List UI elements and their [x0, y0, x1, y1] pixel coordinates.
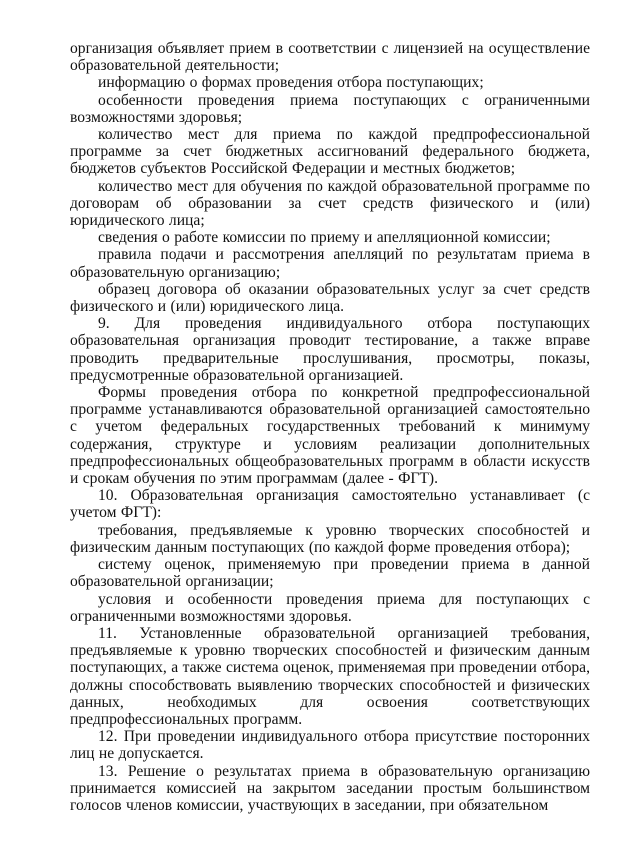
- document-text-block: [70, 40, 590, 814]
- paragraph: требования, предъявляемые к уровню творческих способностей и физическим данным поступающих (по каждой форме проведения отбора);: [70, 521, 590, 556]
- paragraph: правила подачи и рассмотрения апелляций по результатам приема в образовательную организацию;: [70, 246, 590, 281]
- paragraph: 10. Образовательная организация самостоятельно устанавливает (с учетом ФГТ):: [70, 487, 590, 522]
- paragraph: 11. Установленные образовательной организацией требования, предъявляемые к уровню творческих способностей и физическим данным поступающих, а также система оценок, применяемая при проведении отбора, должны способствовать выявлению творческих способностей и физических данных, необходимых для освоения соответствующих предпрофессиональных программ.: [70, 624, 590, 728]
- paragraph: количество мест для приема по каждой предпрофессиональной программе за счет бюджетных ассигнований федерального бюджета, бюджетов субъектов Российской Федерации и местных бюджетов;: [70, 126, 590, 178]
- paragraph: информацию о формах проведения отбора поступающих;: [98, 74, 484, 92]
- paragraph: 9. Для проведения индивидуального отбора поступающих образовательная организация проводит тестирование, а также вправе проводить предварительные прослушивания, просмотры, показы, предусмотренные образовательной организацией.: [70, 315, 590, 384]
- paragraph: количество мест для обучения по каждой образовательной программе по договорам об образовании за счет средств физического и (или) юридического лица;: [70, 177, 590, 230]
- paragraph: систему оценок, применяемую при проведении приема в данной образовательной организации;: [70, 556, 590, 591]
- paragraph: образец договора об оказании образовательных услуг за счет средств физического и (или) юридического лица.: [70, 280, 590, 316]
- paragraph: особенности проведения приема поступающих с ограниченными возможностями здоровья;: [70, 91, 590, 126]
- paragraph: сведения о работе комиссии по приему и апелляционной комиссии;: [98, 229, 551, 247]
- paragraph: Формы проведения отбора по конкретной предпрофессиональной программе устанавливаются образовательной организацией самостоятельно с учетом федеральных государственных требований к минимуму содержания, структуре и условиям реализации дополнительных предпрофессиональных общеобразовательных программ в области искусств и срокам обучения по этим программам (далее - ФГТ).: [70, 384, 590, 488]
- paragraph: 12. При проведении индивидуального отбора присутствие посторонних лиц не допускается.: [70, 728, 590, 763]
- paragraph: организация объявляет прием в соответствии с лицензией на осуществление образовательной деятельности;: [70, 40, 590, 75]
- paragraph: условия и особенности проведения приема для поступающих с ограниченными возможностями здоровья.: [70, 590, 590, 625]
- paragraph: 13. Решение о результатах приема в образовательную организацию принимается комиссией на закрытом заседании простым большинством голосов членов комиссии, участвующих в заседании, при обязательном: [70, 762, 590, 814]
